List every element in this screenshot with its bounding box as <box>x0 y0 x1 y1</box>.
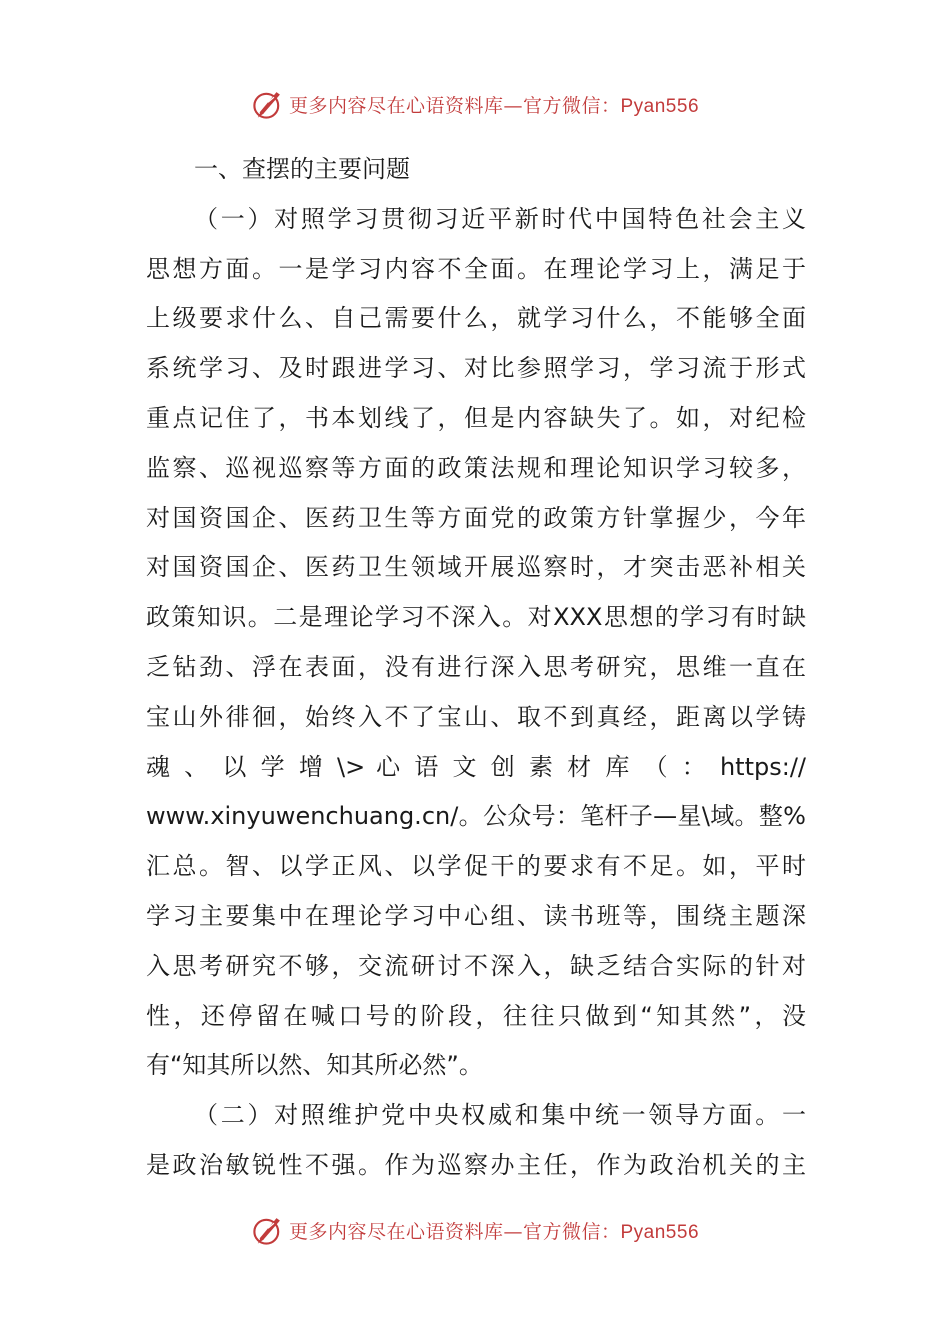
paragraph-line: 魂 、 以 学 增 \> 心 语 文 创 素 材 库 （ ： https:// <box>146 752 806 781</box>
header-banner-text: 更多内容尽在心语资料库—官方微信：Pyan556 <box>288 94 700 117</box>
quill-pen-logo-icon <box>251 87 285 121</box>
quill-pen-logo-icon <box>251 1213 285 1247</box>
paragraph-line: 政策知识。二是理论学习不深入。对XXX思想的学习有时缺 <box>146 603 806 632</box>
document-body <box>146 145 806 1191</box>
footer-banner-text: 更多内容尽在心语资料库—官方微信：Pyan556 <box>288 1220 700 1243</box>
paragraph-line: 乏钻劲、浮在表面，没有进行深入思考研究，思维一直在 <box>146 652 806 681</box>
paragraph-line: 有“知其所以然、知其所必然”。 <box>146 1051 483 1080</box>
paragraph-line: 监察、巡视巡察等方面的政策法规和理论知识学习较多， <box>146 453 806 482</box>
wechat-id: Pyan556 <box>620 95 700 117</box>
paragraph-line: 对国资国企、医药卫生等方面党的政策方针掌握少，今年 <box>146 503 806 532</box>
footer-banner-content <box>251 1213 699 1247</box>
section-heading: 一、查摆的主要问题 <box>194 155 410 183</box>
paragraph-line: 对国资国企、医药卫生领域开展巡察时，才突击恶补相关 <box>146 553 806 582</box>
paragraph-line: （二）对照维护党中央权威和集中统一领导方面。一 <box>194 1101 806 1130</box>
paragraph-line: 性，还停留在喊口号的阶段，往往只做到“知其然”，没 <box>146 1001 806 1030</box>
paragraph-line: 重点记住了，书本划线了，但是内容缺失了。如，对纪检 <box>146 403 806 432</box>
paragraph-line: （一）对照学习贯彻习近平新时代中国特色社会主义 <box>194 204 806 233</box>
paragraph-line: www.xinyuwenchuang.cn/。公众号：笔杆子—星\域。整% <box>146 802 806 831</box>
header-banner <box>0 84 950 124</box>
paragraph-line: 学习主要集中在理论学习中心组、读书班等，围绕主题深 <box>146 901 806 930</box>
paragraph-line: 思想方面。一是学习内容不全面。在理论学习上，满足于 <box>146 254 806 283</box>
paragraph-line: 是政治敏锐性不强。作为巡察办主任，作为政治机关的主 <box>146 1150 806 1179</box>
wechat-id: Pyan556 <box>620 1221 700 1243</box>
paragraph-line: 系统学习、及时跟进学习、对比参照学习，学习流于形式 <box>146 354 806 383</box>
paragraph-line: 汇总。智、以学正风、以学促干的要求有不足。如，平时 <box>146 852 806 881</box>
paragraph-line: 上级要求什么、自己需要什么，就学习什么，不能够全面 <box>146 304 806 333</box>
header-banner-content <box>251 87 699 121</box>
paragraph-line: 入思考研究不够，交流研讨不深入，缺乏结合实际的针对 <box>146 951 806 980</box>
footer-banner <box>0 1210 950 1250</box>
paragraph-line: 宝山外徘徊，始终入不了宝山、取不到真经，距离以学铸 <box>146 702 806 731</box>
